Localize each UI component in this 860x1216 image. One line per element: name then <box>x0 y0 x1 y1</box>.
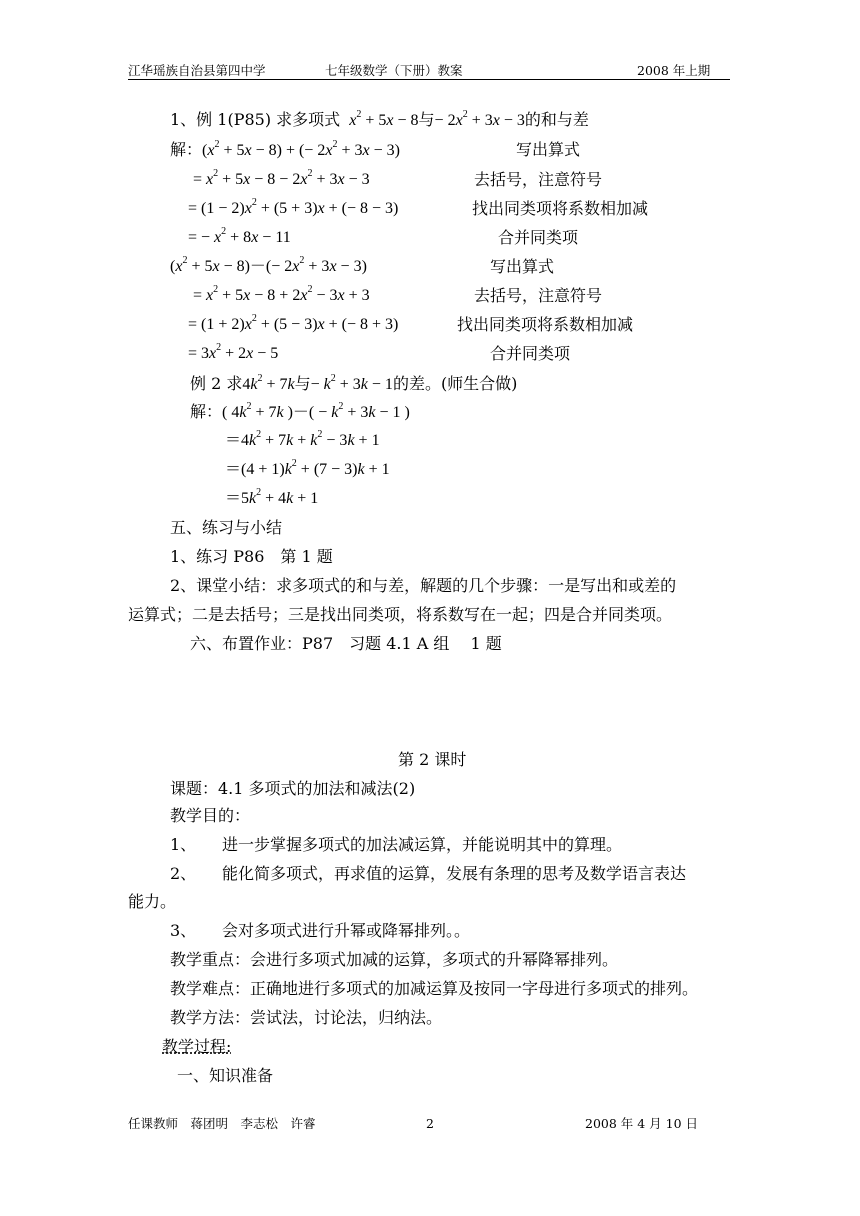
lesson2-difficulty: 教学难点：正确地进行多项式的加减运算及按同一字母进行多项式的排列。 <box>170 979 699 998</box>
goal-3-number: 3、 <box>170 921 197 940</box>
footer-page-number: 2 <box>426 1116 434 1131</box>
ex2-line3: $=(4 + 1)k^2 + (7 - 3)k + 1$ <box>225 458 390 478</box>
ex1-diff-note4: 合并同类项 <box>490 344 571 363</box>
ex1-jie-label: 解： <box>170 140 203 159</box>
section5-item2-line1: 2、课堂小结：求多项式的和与差，解题的几个步骤：一是写出和或差的 <box>170 576 677 595</box>
ex1-diff-line2: = $x^2 + 5x - 8 + 2x^2 - 3x + 3$ <box>193 284 370 304</box>
example1-statement <box>170 110 589 131</box>
ex1-sum-line3: = $(1 - 2)x^2 + (5 + 3)x$ + (− 8 − 3) <box>188 197 399 217</box>
formula-q2: − $k^2 + 3k - 1$ <box>310 373 393 393</box>
ex1-sum-note4: 合并同类项 <box>498 228 579 247</box>
ex2-line4: $=5k^2 + 4k + 1$ <box>225 487 319 507</box>
header-course: 七年级数学（下册）教案 <box>325 63 463 78</box>
header-rule <box>128 79 730 80</box>
ex1-sum-line1 <box>170 140 400 161</box>
ex1-diff-line1: $(x^2 + 5x - 8)-(- 2x^2 + 3x - 3)$ <box>170 255 367 275</box>
lesson2-method: 教学方法：尝试法，讨论法，归纳法。 <box>170 1008 443 1027</box>
example2-suffix: 的差。(师生合做) <box>392 374 518 393</box>
goal-3-text: 会对多项式进行升幂或降幂排列。。 <box>222 921 471 940</box>
lesson2-topic: 课题：4.1 多项式的加法和减法(2) <box>170 779 416 798</box>
example1-prefix: 1、例 1(P85) 求多项式 <box>170 110 341 129</box>
goal-1-number: 1、 <box>170 835 197 854</box>
lesson2-goal-label: 教学目的： <box>170 806 251 825</box>
example2-statement <box>190 374 517 395</box>
example1-suffix: 的和与差 <box>524 110 589 129</box>
ex2-jie-label: 解： <box>190 402 223 421</box>
header-school: 江华瑶族自治县第四中学 <box>128 63 266 78</box>
lesson2-title: 第 2 课时 <box>398 750 467 769</box>
ex1-sum-expr: $(x^2 + 5x - 8)$ + (− $2x^2 + 3x - 3$) <box>202 139 400 159</box>
ex1-diff-note3: 找出同类项将系数相加减 <box>457 315 634 334</box>
goal-2-text: 能化简多项式，再求值的运算，发展有条理的思考及数学语言表达 <box>222 864 687 883</box>
ex1-sum-note1: 写出算式 <box>516 140 581 159</box>
example2-prefix: 例 2 求 <box>190 374 243 393</box>
goal-1-text: 进一步掌握多项式的加法减运算，并能说明其中的算理。 <box>222 835 623 854</box>
ex1-sum-line2: = $x^2 + 5x - 8 - 2x^2 + 3x - 3$ <box>193 168 370 188</box>
ex1-diff-line3: = $(1 + 2)x^2 + (5 - 3)x$ + (− 8 + 3) <box>188 313 399 333</box>
ex1-sum-line4: = − $x^2 + 8x - 11$ <box>188 226 291 246</box>
footer-teachers: 任课教师 蒋团明 李志松 许睿 <box>128 1116 316 1131</box>
goal-2-number: 2、 <box>170 864 197 883</box>
goal-2-continuation: 能力。 <box>128 892 177 911</box>
section5-item2-line2: 运算式；二是去括号；三是找出同类项，将系数写在一起；四是合并同类项。 <box>128 605 673 624</box>
section5-item1: 1、练习 P86 第 1 题 <box>170 547 333 566</box>
ex2-line1 <box>190 402 410 423</box>
lesson2-part1: 一、知识准备 <box>177 1066 274 1085</box>
section5-title: 五、练习与小结 <box>170 518 283 537</box>
ex2-line2: $=4k^2 + 7k + k^2 - 3k + 1$ <box>225 429 380 449</box>
ex1-diff-line4: = $3x^2 + 2x - 5$ <box>188 342 279 362</box>
lesson2-process: 教学过程: <box>162 1037 232 1056</box>
example1-mid: 与 <box>418 110 435 129</box>
ex1-sum-note2: 去括号，注意符号 <box>474 170 603 189</box>
formula-q1: $4k^2 + 7k$ <box>242 373 295 393</box>
formula-p2: − $2x^2 + 3x - 3$ <box>434 109 525 129</box>
ex1-diff-note1: 写出算式 <box>490 257 555 276</box>
formula-p1: $x^2 + 5x - 8$ <box>345 109 419 129</box>
example2-mid: 与 <box>294 374 311 393</box>
header-term: 2008 年上期 <box>637 63 711 78</box>
footer-date: 2008 年 4 月 10 日 <box>585 1116 699 1131</box>
ex1-sum-note3: 找出同类项将系数相加减 <box>472 199 649 218</box>
ex1-diff-note2: 去括号，注意符号 <box>474 286 603 305</box>
ex2-expr1: ( $4k^2 + 7k$ )－( − $k^2 + 3k - 1$ ) <box>222 401 410 421</box>
section6-homework: 六、布置作业：P87 习题 4.1 A 组 1 题 <box>190 634 502 653</box>
lesson2-key-points: 教学重点：会进行多项式加减的运算，多项式的升幂降幂排列。 <box>170 950 619 969</box>
